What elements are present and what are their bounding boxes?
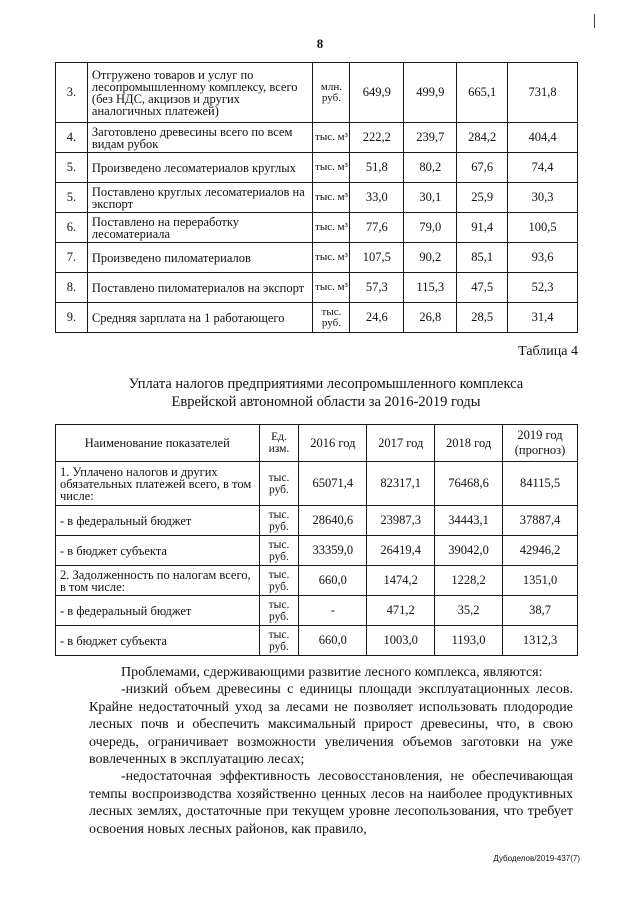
value-2019: 52,3 bbox=[508, 273, 578, 303]
value-2016: 28640,6 bbox=[299, 506, 367, 536]
table-row bbox=[56, 303, 578, 333]
header-unit: Ед. изм. bbox=[259, 425, 299, 462]
indicators-table bbox=[55, 62, 578, 333]
header-2019: 2019 год (прогноз) bbox=[503, 425, 578, 462]
value-2017: 115,3 bbox=[404, 273, 457, 303]
unit-cell: тыс. м³ bbox=[313, 273, 350, 303]
value-2016: 33,0 bbox=[350, 183, 404, 213]
taxes-table bbox=[55, 424, 578, 656]
indicator-name: - в федеральный бюджет bbox=[56, 596, 260, 626]
value-2018: 1228,2 bbox=[435, 566, 503, 596]
paragraph-low-volume: -низкий объем древесины с единицы площади эксплуатационных лесов. Крайне недостаточный уход за лесами не позволяет использовать плодородие лесных почв и обеспечить максимальный прирост древесины, что, в свою очередь, ограничивает возможности увеличения объемов заготовки на уже вовлеченных в эксплуатацию лесах; bbox=[89, 682, 573, 768]
value-2017: 90,2 bbox=[404, 243, 457, 273]
table-row bbox=[56, 273, 578, 303]
indicator-name: 1. Уплачено налогов и других обязательных платежей всего, в том числе: bbox=[56, 462, 260, 506]
value-2016: 660,0 bbox=[299, 626, 367, 656]
value-2017: 471,2 bbox=[367, 596, 435, 626]
table-4-label: Таблица 4 bbox=[518, 344, 578, 359]
page-edge-mark bbox=[594, 14, 595, 28]
table-4-title bbox=[120, 375, 532, 411]
value-2016: 222,2 bbox=[350, 123, 404, 153]
unit-cell: тыс. руб. bbox=[313, 303, 350, 333]
row-number: 8. bbox=[56, 273, 88, 303]
value-2019: 100,5 bbox=[508, 213, 578, 243]
unit-cell: тыс. руб. bbox=[259, 462, 299, 506]
header-2016: 2016 год bbox=[299, 425, 367, 462]
value-2017: 82317,1 bbox=[367, 462, 435, 506]
page-number: 8 bbox=[316, 36, 324, 51]
value-2016: 107,5 bbox=[350, 243, 404, 273]
indicator-name: - в бюджет субъекта bbox=[56, 626, 260, 656]
body-text bbox=[89, 664, 573, 838]
unit-cell: тыс. м³ bbox=[313, 123, 350, 153]
value-2018: 35,2 bbox=[435, 596, 503, 626]
value-2016: 65071,4 bbox=[299, 462, 367, 506]
value-2016: - bbox=[299, 596, 367, 626]
value-2016: 24,6 bbox=[350, 303, 404, 333]
table-4-title-line-2: Еврейской автономной области за 2016-2019 годы bbox=[171, 394, 481, 410]
unit-cell: тыс. руб. bbox=[259, 506, 299, 536]
value-2018: 284,2 bbox=[457, 123, 508, 153]
indicators-table-body bbox=[56, 63, 578, 333]
row-number: 7. bbox=[56, 243, 88, 273]
table-row bbox=[56, 243, 578, 273]
unit-cell: тыс. м³ bbox=[313, 183, 350, 213]
table-4-title-line-1: Уплата налогов предприятиями лесопромышленного комплекса bbox=[128, 376, 524, 392]
table-row bbox=[56, 213, 578, 243]
value-2019: 38,7 bbox=[503, 596, 578, 626]
value-2017: 80,2 bbox=[404, 153, 457, 183]
value-2019: 1312,3 bbox=[503, 626, 578, 656]
indicator-name: Средняя зарплата на 1 работающего bbox=[87, 303, 313, 333]
value-2018: 1193,0 bbox=[435, 626, 503, 656]
unit-cell: тыс. руб. bbox=[259, 626, 299, 656]
paragraph-reforestation: -недостаточная эффективность лесовосстановления, не обеспечивающая темпы воспроизводства хозяйственно ценных лесов на наиболее продуктивных лесных землях, достаточные при текущем уровне лесопользования, что требует освоения новых лесных районов, как правило, bbox=[89, 769, 573, 837]
row-number: 6. bbox=[56, 213, 88, 243]
table-row bbox=[56, 183, 578, 213]
value-2016: 51,8 bbox=[350, 153, 404, 183]
indicator-name: Заготовлено древесины всего по всем видам рубок bbox=[87, 123, 313, 153]
value-2018: 25,9 bbox=[457, 183, 508, 213]
indicator-name: Отгружено товаров и услуг по лесопромышленному комплексу, всего (без НДС, акцизов и других аналогичных платежей) bbox=[87, 63, 313, 123]
value-2017: 26,8 bbox=[404, 303, 457, 333]
value-2017: 79,0 bbox=[404, 213, 457, 243]
value-2017: 26419,4 bbox=[367, 536, 435, 566]
value-2017: 239,7 bbox=[404, 123, 457, 153]
value-2016: 57,3 bbox=[350, 273, 404, 303]
table-row bbox=[56, 566, 578, 596]
taxes-table-header-row bbox=[56, 425, 578, 462]
indicator-name: - в федеральный бюджет bbox=[56, 506, 260, 536]
value-2016: 33359,0 bbox=[299, 536, 367, 566]
table-row bbox=[56, 63, 578, 123]
value-2018: 91,4 bbox=[457, 213, 508, 243]
table-row bbox=[56, 626, 578, 656]
value-2019: 30,3 bbox=[508, 183, 578, 213]
value-2019: 31,4 bbox=[508, 303, 578, 333]
table-row bbox=[56, 506, 578, 536]
table-row bbox=[56, 536, 578, 566]
indicator-name: Произведено лесоматериалов круглых bbox=[87, 153, 313, 183]
value-2019: 42946,2 bbox=[503, 536, 578, 566]
table-row bbox=[56, 153, 578, 183]
value-2018: 28,5 bbox=[457, 303, 508, 333]
value-2017: 499,9 bbox=[404, 63, 457, 123]
value-2018: 39042,0 bbox=[435, 536, 503, 566]
indicator-name: Поставлено пиломатериалов на экспорт bbox=[87, 273, 313, 303]
header-2017: 2017 год bbox=[367, 425, 435, 462]
value-2018: 47,5 bbox=[457, 273, 508, 303]
row-number: 3. bbox=[56, 63, 88, 123]
indicator-name: - в бюджет субъекта bbox=[56, 536, 260, 566]
unit-cell: млн. руб. bbox=[313, 63, 350, 123]
row-number: 9. bbox=[56, 303, 88, 333]
value-2019: 404,4 bbox=[508, 123, 578, 153]
unit-cell: тыс. м³ bbox=[313, 243, 350, 273]
value-2019: 84115,5 bbox=[503, 462, 578, 506]
unit-cell: тыс. руб. bbox=[259, 566, 299, 596]
footer-document-code: Дубоделов/2019-437(7) bbox=[493, 854, 580, 863]
paragraph-problems-intro: Проблемами, сдерживающими развитие лесного комплекса, являются: bbox=[121, 665, 543, 680]
table-row bbox=[56, 596, 578, 626]
value-2017: 23987,3 bbox=[367, 506, 435, 536]
taxes-table-body bbox=[56, 462, 578, 656]
value-2016: 649,9 bbox=[350, 63, 404, 123]
value-2019: 731,8 bbox=[508, 63, 578, 123]
row-number: 4. bbox=[56, 123, 88, 153]
value-2017: 1003,0 bbox=[367, 626, 435, 656]
value-2016: 660,0 bbox=[299, 566, 367, 596]
value-2019: 93,6 bbox=[508, 243, 578, 273]
unit-cell: тыс. м³ bbox=[313, 213, 350, 243]
value-2016: 77,6 bbox=[350, 213, 404, 243]
value-2018: 34443,1 bbox=[435, 506, 503, 536]
value-2017: 30,1 bbox=[404, 183, 457, 213]
value-2017: 1474,2 bbox=[367, 566, 435, 596]
row-number: 5. bbox=[56, 183, 88, 213]
indicator-name: Поставлено круглых лесоматериалов на экспорт bbox=[87, 183, 313, 213]
value-2018: 665,1 bbox=[457, 63, 508, 123]
value-2019: 37887,4 bbox=[503, 506, 578, 536]
value-2018: 85,1 bbox=[457, 243, 508, 273]
unit-cell: тыс. руб. bbox=[259, 596, 299, 626]
unit-cell: тыс. м³ bbox=[313, 153, 350, 183]
unit-cell: тыс. руб. bbox=[259, 536, 299, 566]
header-name: Наименование показателей bbox=[56, 425, 260, 462]
value-2018: 67,6 bbox=[457, 153, 508, 183]
table-row bbox=[56, 462, 578, 506]
table-row bbox=[56, 123, 578, 153]
value-2018: 76468,6 bbox=[435, 462, 503, 506]
value-2019: 74,4 bbox=[508, 153, 578, 183]
indicator-name: Поставлено на переработку лесоматериала bbox=[87, 213, 313, 243]
header-2018: 2018 год bbox=[435, 425, 503, 462]
indicator-name: Произведено пиломатериалов bbox=[87, 243, 313, 273]
value-2019: 1351,0 bbox=[503, 566, 578, 596]
row-number: 5. bbox=[56, 153, 88, 183]
indicator-name: 2. Задолженность по налогам всего, в том числе: bbox=[56, 566, 260, 596]
